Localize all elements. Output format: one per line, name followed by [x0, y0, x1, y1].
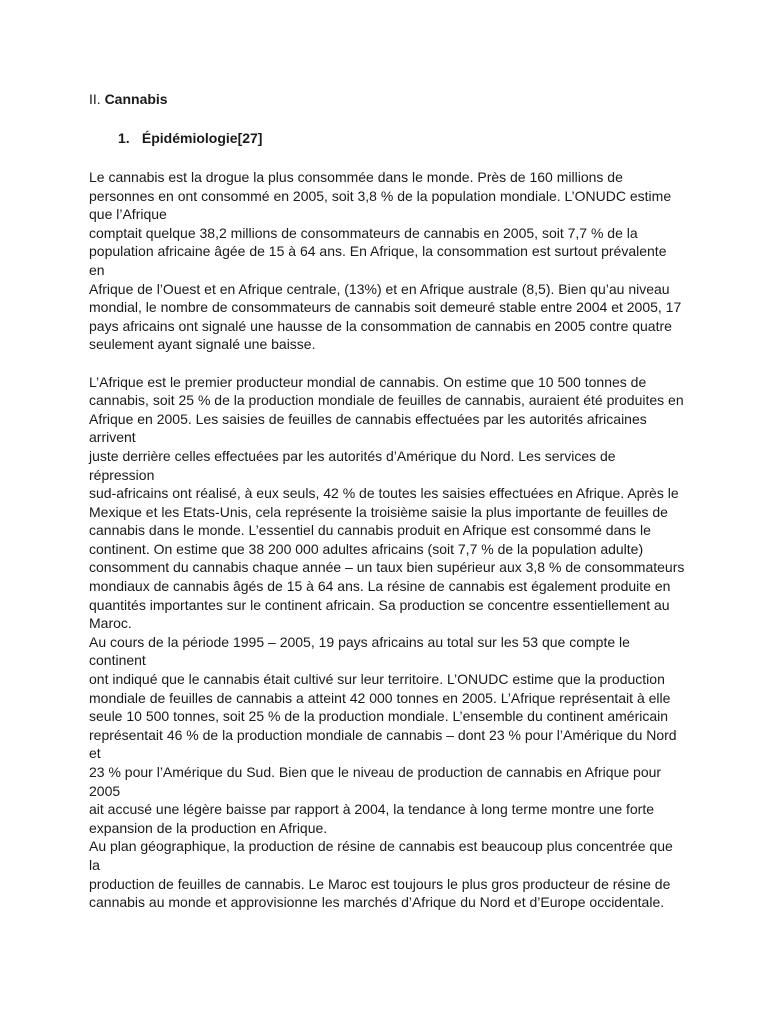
paragraph-line: pays africains ont signalé une hausse de la consommation de cannabis en 2005 contre quatre	[89, 317, 672, 334]
section-title: Cannabis	[104, 91, 168, 107]
paragraph-line: quantités importantes sur le continent africain. Sa production se concentre essentiellement au	[89, 596, 670, 613]
paragraph-line: Le cannabis est la drogue la plus consommée dans le monde. Près de 160 millions de	[89, 169, 623, 185]
paragraph-line: mondial, le nombre de consommateurs de cannabis soit demeuré stable entre 2004 et 2005, 17	[89, 299, 682, 316]
paragraph-line: continent. On estime que 38 200 000 adultes africains (soit 7,7 % de la population adulte)	[89, 540, 644, 557]
paragraph-line: comptait quelque 38,2 millions de consommateurs de cannabis en 2005, soit 7,7 % de la	[89, 224, 638, 241]
paragraph-line: L’Afrique est le premier producteur mondial de cannabis. On estime que 10 500 tonnes de	[89, 373, 647, 390]
paragraph-line: ont indiqué que le cannabis était cultivé sur leur territoire. L’ONUDC estime que la production	[89, 671, 665, 688]
paragraph-line: production de feuilles de cannabis. Le Maroc est toujours le plus gros producteur de résine de	[89, 875, 671, 892]
section-number: II.	[89, 91, 101, 107]
paragraph-line: consomment du cannabis chaque année – un taux bien supérieur aux 3,8 % de consommateurs	[89, 559, 685, 576]
subsection-number: 1.	[118, 130, 130, 146]
paragraph-line: répression	[89, 466, 155, 483]
paragraph-line: Au cours de la période 1995 – 2005, 19 pays africains au total sur les 53 que compte le	[89, 633, 630, 650]
paragraph-line: mondiaux de cannabis âgés de 15 à 64 ans. La résine de cannabis est également produite en	[89, 578, 671, 595]
paragraph-line: la	[89, 856, 100, 873]
paragraph-line: et	[89, 745, 101, 762]
paragraph-line: Afrique en 2005. Les saisies de feuilles de cannabis effectuées par les autorités africaines	[89, 410, 647, 427]
paragraph-line: Maroc.	[89, 615, 132, 632]
paragraph-line: Mexique et les Etats-Unis, cela représente la troisième saisie la plus importante de feuilles de	[89, 503, 668, 520]
paragraph-line: seule 10 500 tonnes, soit 25 % de la production mondiale. L’ensemble du continent américain	[89, 708, 669, 725]
paragraph-line: sud-africains ont réalisé, à eux seuls, 42 % de toutes les saisies effectuées en Afrique. Après le	[89, 485, 679, 502]
paragraph-epidemiology	[89, 168, 689, 354]
paragraph-line: seulement ayant signalé une baisse.	[89, 336, 316, 353]
paragraph-production	[89, 373, 689, 912]
paragraph-line: expansion de la production en Afrique.	[89, 819, 328, 836]
paragraph-line: cannabis au monde et approvisionne les marchés d’Afrique du Nord et d’Europe occidentale.	[89, 894, 665, 911]
document-content	[89, 90, 689, 912]
paragraph-line: cannabis dans le monde. L’essentiel du cannabis produit en Afrique est consommé dans le	[89, 522, 651, 539]
section-heading	[89, 90, 689, 109]
paragraph-line: continent	[89, 652, 146, 669]
paragraph-line: que l’Afrique	[89, 206, 167, 223]
paragraph-line: population africaine âgée de 15 à 64 ans. En Afrique, la consommation est surtout prévalente	[89, 243, 667, 260]
paragraph-line: juste derrière celles effectuées par les autorités d’Amérique du Nord. Les services de	[89, 447, 616, 464]
paragraph-line: ait accusé une légère baisse par rapport à 2004, la tendance à long terme montre une forte	[89, 801, 655, 818]
paragraph-line: mondiale de feuilles de cannabis a atteint 42 000 tonnes en 2005. L’Afrique représentait à elle	[89, 689, 671, 706]
paragraph-line: Afrique de l’Ouest et en Afrique centrale, (13%) et en Afrique australe (8,5). Bien qu’au niveau	[89, 280, 670, 297]
paragraph-line: 2005	[89, 782, 121, 799]
paragraph-line: Au plan géographique, la production de résine de cannabis est beaucoup plus concentrée que	[89, 838, 673, 855]
paragraph-line: cannabis, soit 25 % de la production mondiale de feuilles de cannabis, auraient été produites en	[89, 392, 684, 409]
subsection-heading	[118, 129, 689, 148]
paragraph-line: en	[89, 261, 105, 278]
paragraph-line: représentait 46 % de la production mondiale de cannabis – dont 23 % pour l’Amérique du Nord	[89, 726, 677, 743]
paragraph-line: personnes en ont consommé en 2005, soit 3,8 % de la population mondiale. L’ONUDC estime	[89, 187, 672, 204]
subsection-title: Épidémiologie[27]	[141, 130, 263, 146]
paragraph-line: 23 % pour l’Amérique du Sud. Bien que le niveau de production de cannabis en Afrique pour	[89, 764, 662, 780]
paragraph-line: arrivent	[89, 429, 136, 446]
